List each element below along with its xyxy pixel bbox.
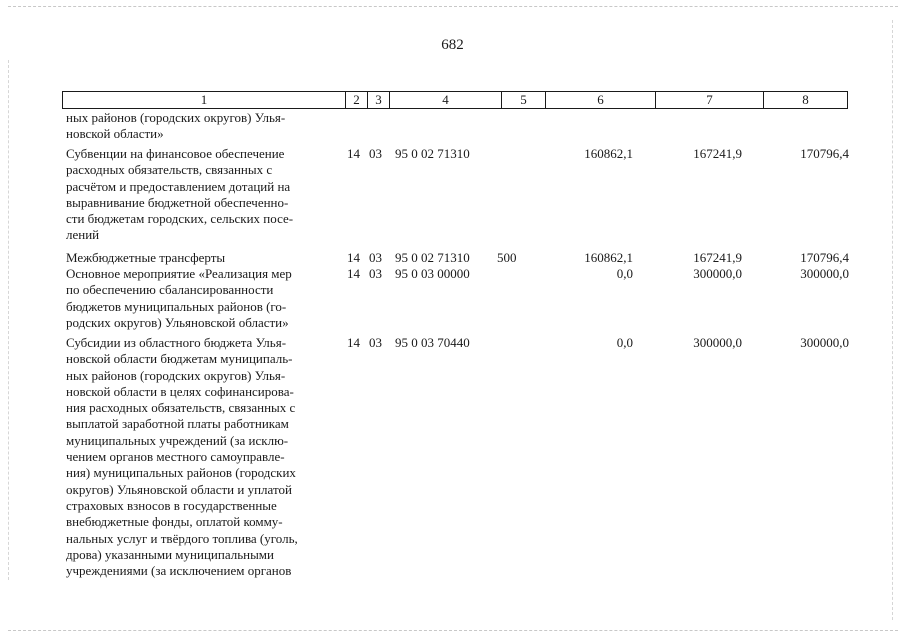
subsection-code: 03 <box>369 250 382 265</box>
subsection-code: 03 <box>369 335 382 350</box>
row-description <box>66 146 342 244</box>
scan-border-top <box>8 6 898 7</box>
description-line: Субсидии из областного бюджета Улья- <box>66 335 287 350</box>
description-line: ных районов (городских округов) Улья- <box>66 367 286 383</box>
scan-border-right <box>892 20 893 620</box>
subsection-code: 03 <box>369 146 382 161</box>
description-line: расходных обязательств, связанных с <box>66 162 273 178</box>
description-line: новской области в целях софинансирова- <box>66 383 294 399</box>
column-header-2: 2 <box>346 92 368 108</box>
amount-col-6: 0,0 <box>616 335 633 350</box>
row-description <box>66 250 342 266</box>
amount-col-8: 300000,0 <box>800 266 849 281</box>
description-line: расчётом и предоставлением дотаций на <box>66 178 291 194</box>
row-description <box>66 110 342 143</box>
amount-col-6: 0,0 <box>616 266 633 281</box>
column-header-3: 3 <box>368 92 390 108</box>
target-article-code: 95 0 02 71310 <box>395 250 470 265</box>
description-line: учреждениями (за исключением органов <box>66 563 292 579</box>
expense-type-code: 500 <box>497 250 517 265</box>
amount-col-6: 160862,1 <box>584 146 633 161</box>
description-line: новской области» <box>66 126 164 142</box>
section-code: 14 <box>347 250 360 265</box>
page-number: 682 <box>441 37 464 53</box>
row-description <box>66 266 342 331</box>
description-line: муниципальных учреждений (за исклю- <box>66 432 289 448</box>
amount-col-7: 300000,0 <box>693 335 742 350</box>
target-article-code: 95 0 02 71310 <box>395 146 470 161</box>
description-line: выплатой заработной платы работникам <box>66 416 289 432</box>
description-line: чением органов местного самоуправле- <box>66 449 285 465</box>
scan-border-left <box>8 60 9 580</box>
description-line: страховых взносов в государственные <box>66 497 277 513</box>
table-header <box>62 91 848 109</box>
description-line: лений <box>66 227 100 243</box>
column-header-1: 1 <box>63 92 346 108</box>
description-line: новской области бюджетам муниципаль- <box>66 351 293 367</box>
description-line: нальных услуг и твёрдого топлива (уголь, <box>66 530 298 546</box>
description-line: дрова) указанными муниципальными <box>66 546 274 562</box>
column-header-5: 5 <box>502 92 546 108</box>
scan-border-bottom <box>8 630 898 631</box>
target-article-code: 95 0 03 00000 <box>395 266 470 281</box>
column-header-6: 6 <box>546 92 656 108</box>
description-line: ния расходных обязательств, связанных с <box>66 400 296 416</box>
section-code: 14 <box>347 266 360 281</box>
description-line: выравнивание бюджетной обеспеченно- <box>66 194 289 210</box>
amount-col-8: 300000,0 <box>800 335 849 350</box>
description-line: ния) муниципальных районов (городских <box>66 465 296 481</box>
description-line: Межбюджетные трансферты <box>66 250 226 265</box>
description-line: бюджетов муниципальных районов (го- <box>66 298 287 314</box>
description-line: внебюджетные фонды, оплатой комму- <box>66 514 283 530</box>
description-line: ных районов (городских округов) Улья- <box>66 110 286 125</box>
description-line: сти бюджетам городских, сельских посе- <box>66 211 294 227</box>
row-description <box>66 335 342 579</box>
description-line: округов) Ульяновской области и уплатой <box>66 481 292 497</box>
description-line: Субвенции на финансовое обеспечение <box>66 146 285 161</box>
amount-col-7: 167241,9 <box>693 250 742 265</box>
amount-col-7: 167241,9 <box>693 146 742 161</box>
amount-col-6: 160862,1 <box>584 250 633 265</box>
amount-col-7: 300000,0 <box>693 266 742 281</box>
section-code: 14 <box>347 335 360 350</box>
description-line: родских округов) Ульяновской области» <box>66 314 289 330</box>
column-header-7: 7 <box>656 92 764 108</box>
amount-col-8: 170796,4 <box>800 146 849 161</box>
column-header-4: 4 <box>390 92 502 108</box>
description-line: по обеспечению сбалансированности <box>66 282 274 298</box>
column-header-8: 8 <box>802 92 809 107</box>
subsection-code: 03 <box>369 266 382 281</box>
target-article-code: 95 0 03 70440 <box>395 335 470 350</box>
section-code: 14 <box>347 146 360 161</box>
description-line: Основное мероприятие «Реализация мер <box>66 266 292 281</box>
amount-col-8: 170796,4 <box>800 250 849 265</box>
